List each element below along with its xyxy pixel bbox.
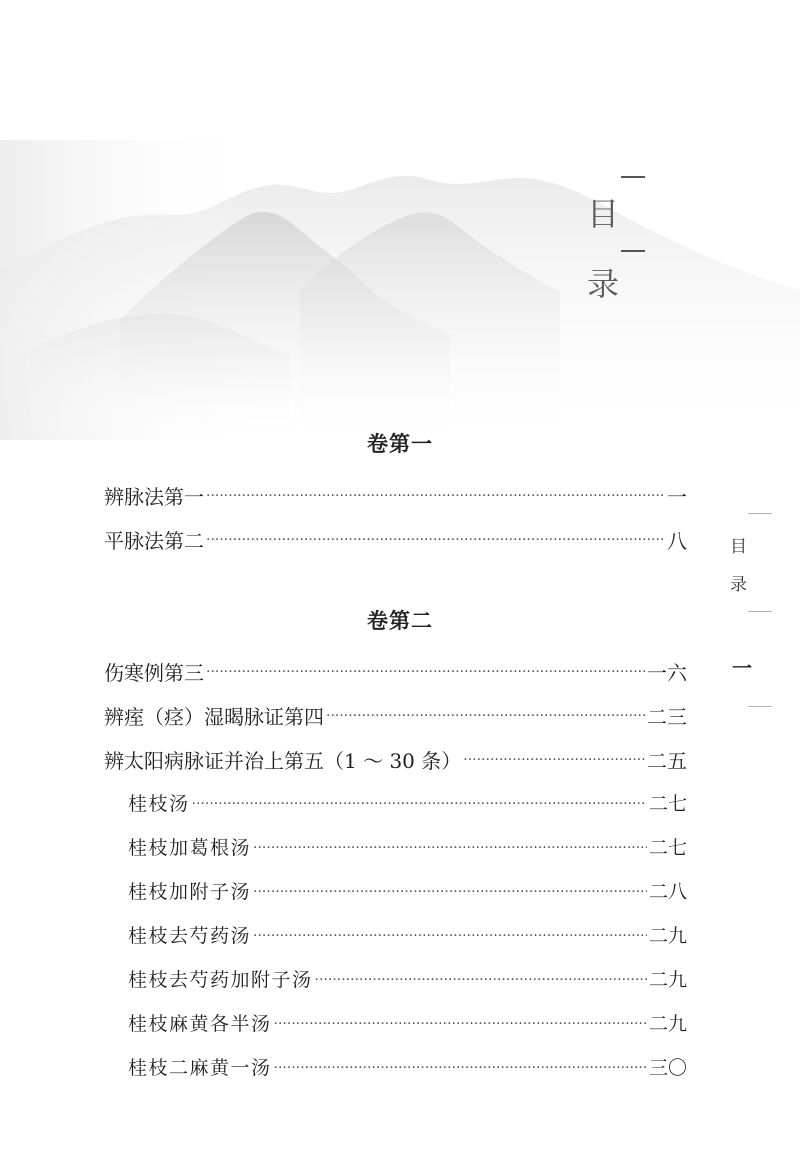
toc-subentry[interactable] — [128, 833, 687, 863]
toc-entry-title: 伤寒例第三 — [104, 661, 204, 685]
toc-entry[interactable] — [104, 525, 687, 555]
toc-entry-title: 桂枝汤 — [128, 793, 190, 815]
dot-leader — [206, 532, 665, 548]
toc-entry-page: 二五 — [647, 749, 687, 773]
dot-leader — [315, 972, 647, 988]
dot-leader — [274, 1060, 647, 1076]
title-decoration-bar — [621, 176, 645, 178]
tab-rule — [748, 706, 772, 707]
dot-leader — [192, 796, 647, 812]
toc-entry-page: 二七 — [648, 793, 687, 815]
toc-entry-page: 一 — [667, 485, 687, 509]
toc-entry-title: 辨痓（痉）湿暍脉证第四 — [104, 705, 324, 729]
toc-subentry[interactable] — [128, 921, 687, 951]
section-heading: 卷第一 — [367, 432, 433, 456]
toc-entry[interactable] — [104, 745, 687, 775]
title-char-1: 目 — [587, 195, 620, 233]
toc-entry-page: 一六 — [647, 661, 687, 685]
tab-rule — [748, 513, 772, 514]
toc-subentry[interactable] — [128, 1009, 687, 1039]
dot-leader — [253, 840, 647, 856]
section-heading: 卷第二 — [367, 609, 433, 633]
toc-entry-title: 桂枝二麻黄一汤 — [128, 1057, 272, 1079]
toc-entry[interactable] — [104, 657, 687, 687]
toc-entry-title: 辨太阳病脉证并治上第五（1 ～ 30 条） — [104, 749, 462, 773]
toc-entry-title: 辨脉法第一 — [104, 485, 204, 509]
dot-leader — [326, 708, 645, 724]
toc-subentry[interactable] — [128, 789, 687, 819]
toc-entry-title: 桂枝去芍药加附子汤 — [128, 969, 313, 991]
toc-subentry[interactable] — [128, 965, 687, 995]
dot-leader — [253, 884, 647, 900]
toc-entry-page: 二八 — [648, 881, 687, 903]
title-char-2: 录 — [587, 265, 620, 303]
dot-leader — [253, 928, 647, 944]
dot-leader — [206, 664, 645, 680]
toc-entry-title: 桂枝加葛根汤 — [128, 837, 252, 859]
page-title — [585, 168, 645, 308]
tab-char-2: 录 — [730, 575, 747, 595]
toc-entry[interactable] — [104, 701, 687, 731]
toc-entry-page: 二九 — [648, 1013, 687, 1035]
toc-entry-title: 桂枝加附子汤 — [128, 881, 252, 903]
toc-entry-page: 八 — [667, 529, 687, 553]
toc-entry-title: 桂枝去芍药汤 — [128, 925, 252, 947]
mountain-landscape-illustration — [0, 120, 800, 450]
toc-subentry[interactable] — [128, 877, 687, 907]
toc-entry-title: 平脉法第二 — [104, 529, 204, 553]
title-decoration-bar — [621, 250, 645, 252]
page-number: 一 — [732, 656, 752, 680]
toc-entry-title: 桂枝麻黄各半汤 — [128, 1013, 272, 1035]
dot-leader — [274, 1016, 647, 1032]
dot-leader — [206, 488, 665, 504]
toc-entry-page: 三〇 — [648, 1057, 687, 1079]
toc-entry[interactable] — [104, 481, 687, 511]
toc-entry-page: 二三 — [647, 705, 687, 729]
dot-leader — [463, 752, 645, 768]
tab-char-1: 目 — [730, 537, 747, 557]
toc-subentry[interactable] — [128, 1053, 687, 1083]
toc-entry-page: 二七 — [648, 837, 687, 859]
toc-entry-page: 二九 — [648, 925, 687, 947]
toc-entry-page: 二九 — [648, 969, 687, 991]
